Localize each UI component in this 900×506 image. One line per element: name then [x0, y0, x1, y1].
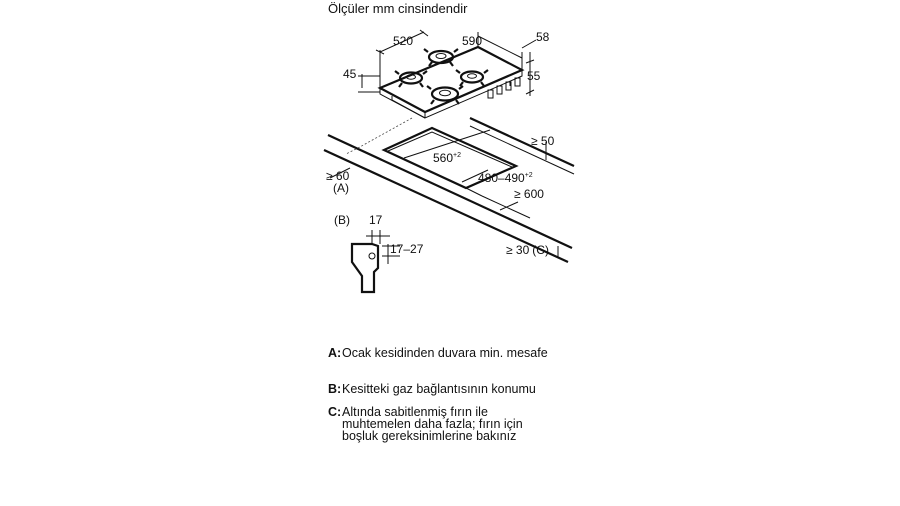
legend-text-a: Ocak kesidinden duvara min. mesafe [342, 346, 548, 360]
burner-left [395, 71, 427, 87]
legend-text-b: Kesitteki gaz bağlantısının konumu [342, 382, 536, 396]
page-title: Ölçüler mm cinsindendir [328, 1, 468, 16]
burner-back [424, 49, 458, 66]
dim-width: 590 [462, 34, 483, 48]
min-front: ≥ 60 [326, 169, 350, 183]
burner-right [456, 70, 488, 86]
cutout-width: $480-490^{+2}$ [478, 171, 533, 185]
control-knobs [488, 78, 520, 98]
detail-b-drawing [352, 230, 400, 292]
cutout-depth: $560^{+2}$ [433, 151, 462, 165]
detail-b-offset: 17 [369, 213, 383, 227]
dim-top-offset: 58 [536, 30, 550, 44]
marker-a: (A) [333, 181, 349, 195]
hob-drawing [358, 30, 536, 118]
legend-text-c: Altında sabitlenmiş fırın ile muhtemelen daha fazla; fırın için boşluk gereksinimlerine bakınız [342, 405, 523, 443]
detail-b-range: 17–27 [390, 242, 424, 256]
min-worktop: ≥ 600 [514, 187, 544, 201]
marker-b: (B) [334, 213, 350, 227]
min-back: ≥ 50 [531, 134, 555, 148]
legend-item-c: C: Altında sabitlenmiş fırın ile muhtemelen daha fazla; fırın için boşluk gereksinimlerine bakınız [328, 406, 558, 442]
gas-connection-section [352, 244, 378, 292]
legend-item-b: B: Kesitteki gaz bağlantısının konumu [328, 383, 588, 395]
burner-front [427, 86, 463, 104]
dim-depth: 520 [393, 34, 414, 48]
min-bottom: ≥ 30 (C) [506, 243, 549, 257]
legend-item-a: A: Ocak kesidinden duvara min. mesafe [328, 347, 588, 359]
dim-thickness: 45 [343, 67, 357, 81]
dim-side-offset: 55 [527, 69, 541, 83]
